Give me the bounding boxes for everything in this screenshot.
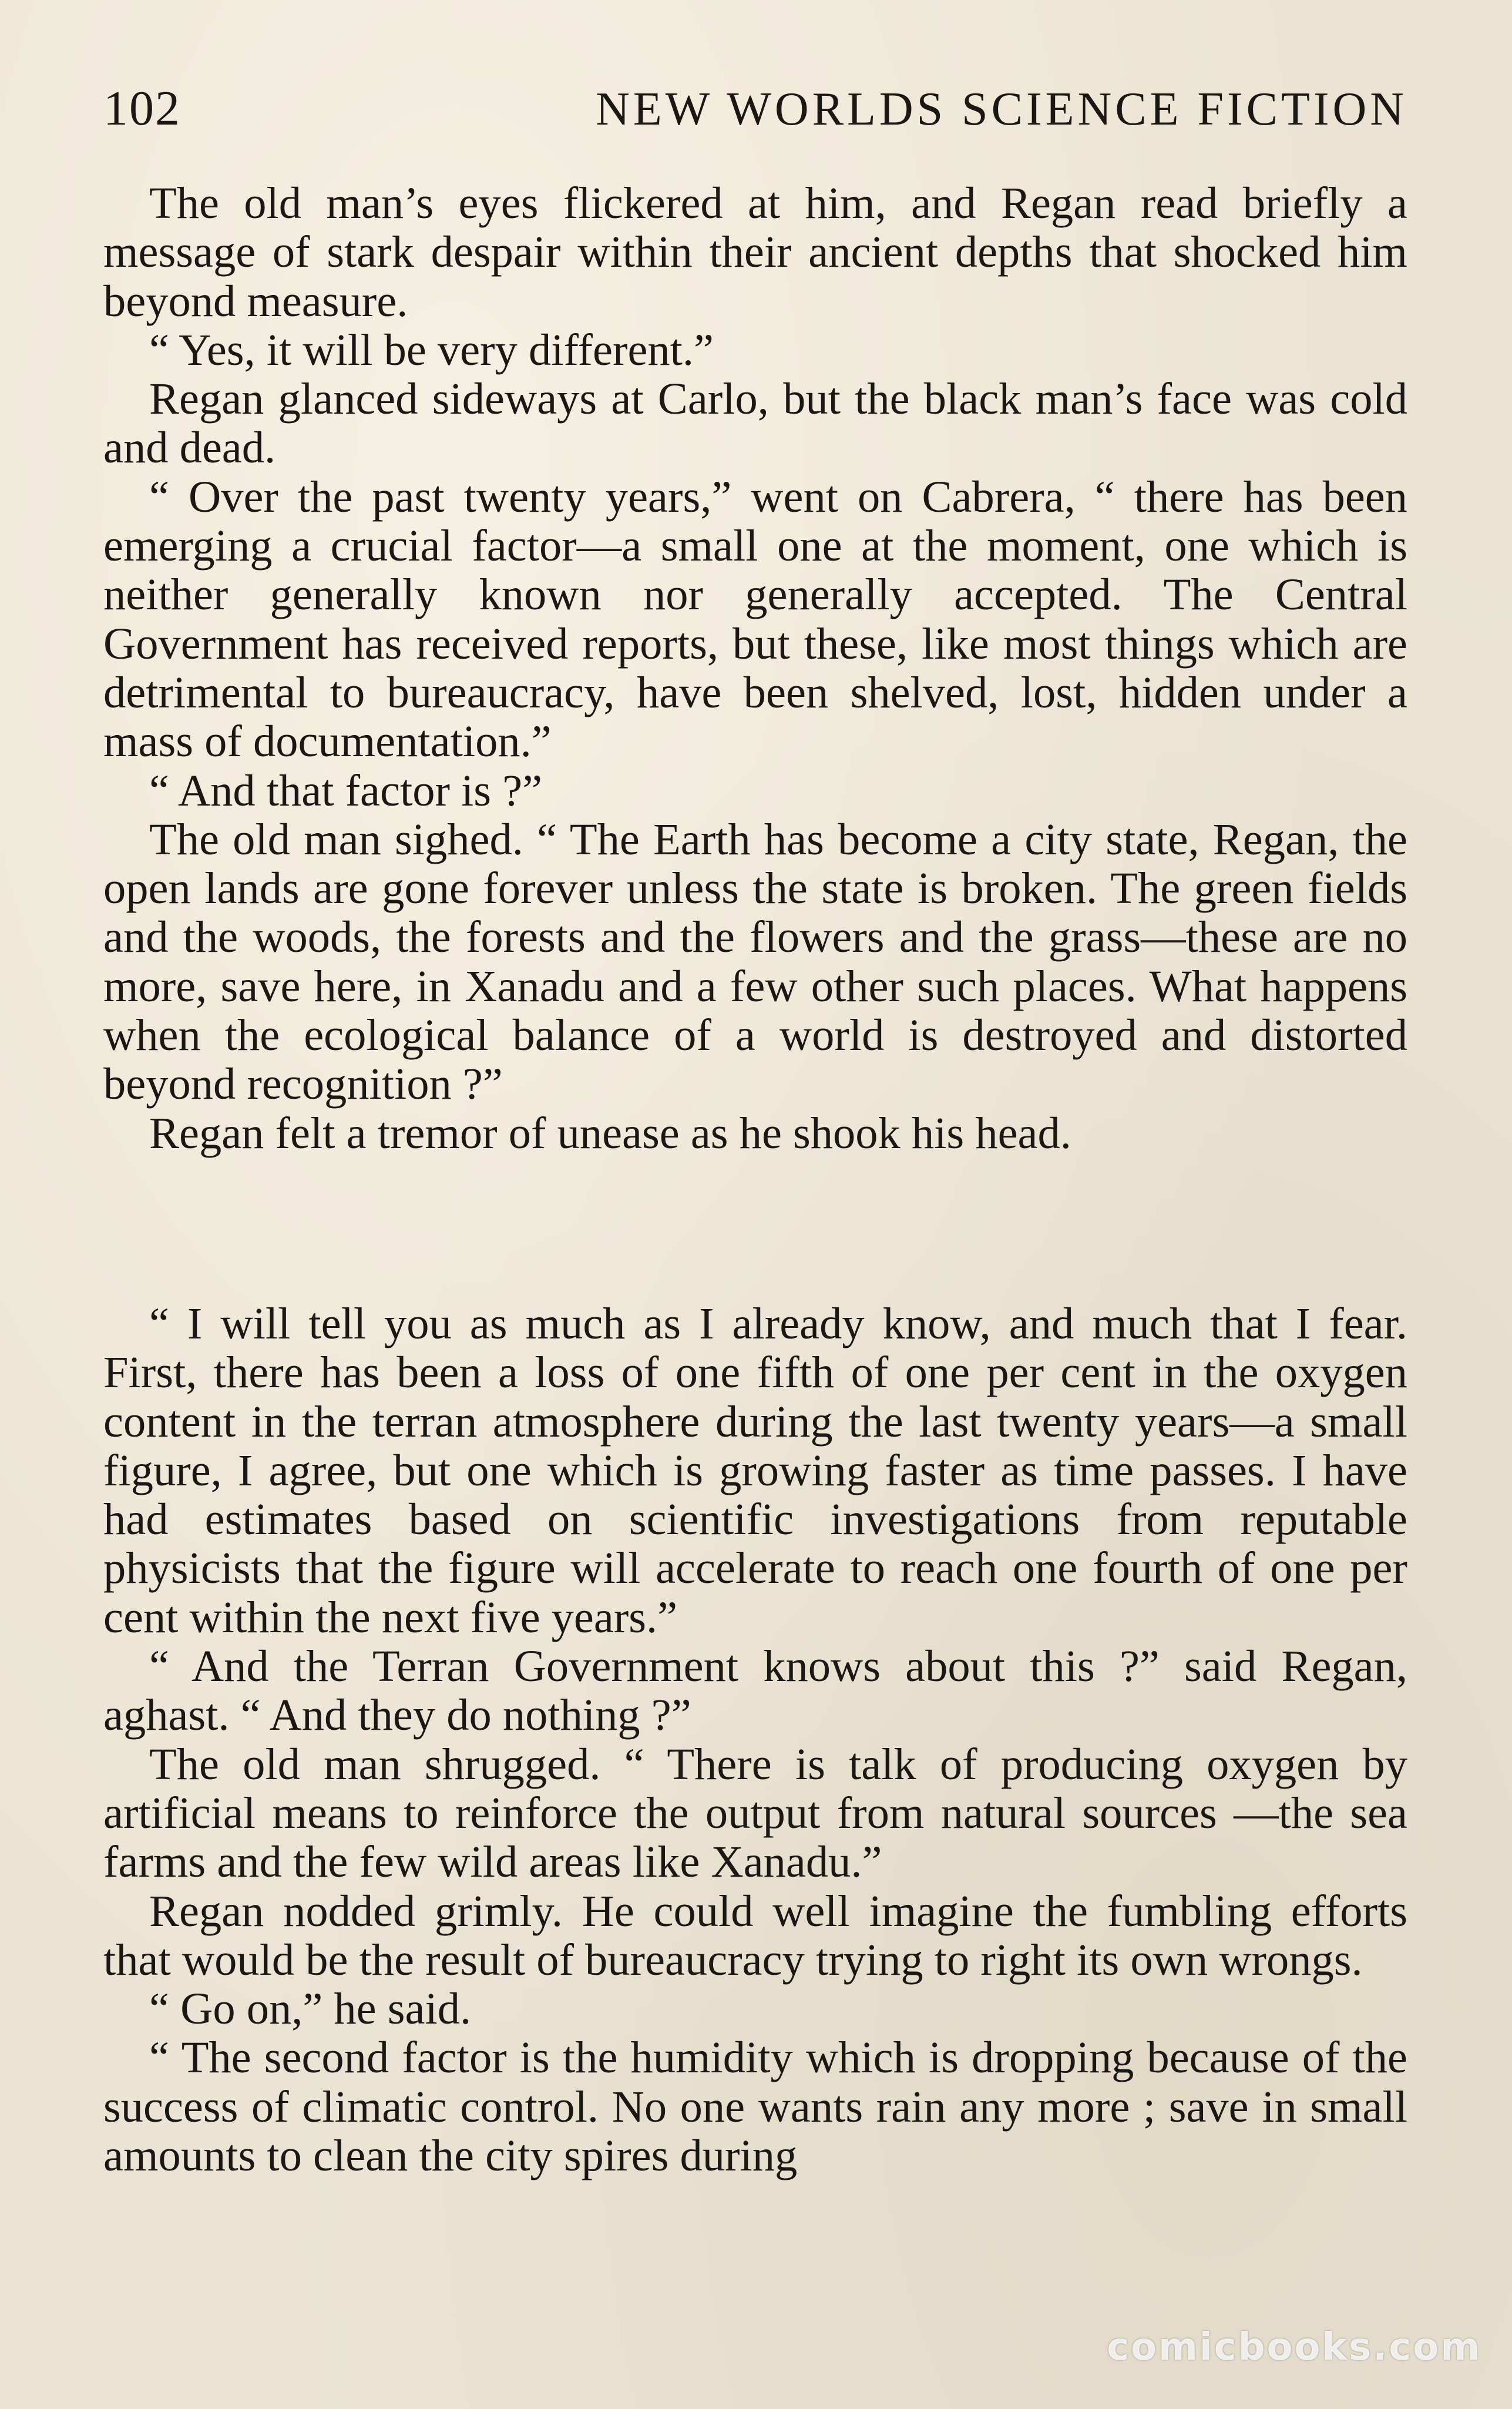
paragraph: “ Yes, it will be very different.”	[149, 324, 714, 375]
paragraph: The old man shrugged. “ There is talk of producing oxygen by artificial means to reinforce the output from natural sources —the sea farms and the few wild areas like Xanadu.”	[103, 1739, 1407, 1887]
text-section-2	[103, 1299, 1407, 2180]
page-number: 102	[103, 81, 181, 136]
paragraph: Regan glanced sideways at Carlo, but the black man’s face was cold and dead.	[103, 374, 1407, 473]
text-section-1	[103, 179, 1407, 1157]
paragraph: “ And the Terran Government knows about this ?” said Regan, aghast. “ And they do nothing ?”	[103, 1641, 1407, 1740]
paragraph: “ The second factor is the humidity which is dropping because of the success of climatic control. No one wants rain any more ; save in small amounts to clean the city spires during	[103, 2032, 1407, 2181]
paragraph: “ Over the past twenty years,” went on Cabrera, “ there has been emerging a crucial factor—a small one at the moment, one which is neither generally known nor generally accepted. The Central Government has received reports, but these, like most things which are detrimental to bureaucracy, have been shelved, lost, hidden under a mass of documentation.”	[103, 471, 1407, 767]
page-header	[103, 76, 1407, 141]
watermark: comicbooks.com	[1107, 2326, 1481, 2369]
paragraph: The old man’s eyes flickered at him, and Regan read briefly a message of stark despair within their ancient depths that shocked him beyond measure.	[103, 178, 1407, 326]
paragraph: “ Go on,” he said.	[149, 1984, 472, 2034]
running-head: NEW WORLDS SCIENCE FICTION	[596, 83, 1407, 135]
paragraph: Regan felt a tremor of unease as he shook his head.	[149, 1108, 1071, 1158]
paragraph: “ And that factor is ?”	[149, 765, 543, 816]
paragraph: “ I will tell you as much as I already know, and much that I fear. First, there has been a loss of one fifth of one per cent in the oxygen content in the terran atmosphere during the last twenty years—a small figure, I agree, but one which is growing faster as time passes. I have had estimates based on scientific investigations from reputable physicists that the figure will accelerate to reach one fourth of one per cent within the next five years.”	[103, 1299, 1407, 1642]
paragraph: The old man sighed. “ The Earth has become a city state, Regan, the open lands are gone forever unless the state is broken. The green fields and the woods, the forests and the flowers and the grass—these are no more, save here, in Xanadu and a few other such places. What happens when the ecological balance of a world is destroyed and distorted beyond recognition ?”	[103, 814, 1407, 1109]
paragraph: Regan nodded grimly. He could well imagine the fumbling efforts that would be the result of bureaucracy trying to right its own wrongs.	[103, 1885, 1407, 1985]
